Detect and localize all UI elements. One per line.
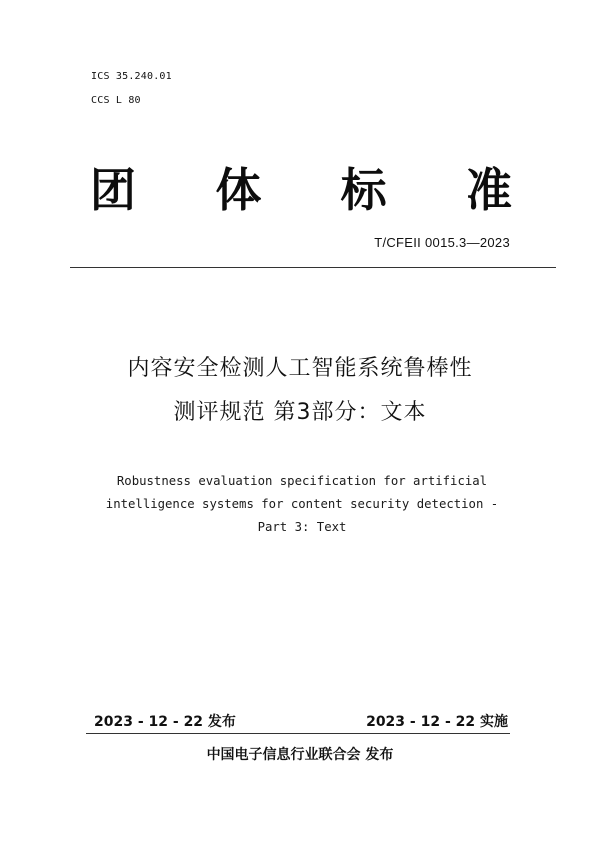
chinese-title-line-2: 测评规范 第3部分：文本: [173, 400, 427, 425]
standard-type-char-2: 体: [215, 163, 262, 217]
publisher: 中国电子信息行业联合会 发布: [206, 747, 394, 763]
standard-code: T/CFEII 0015.3—2023: [374, 235, 510, 250]
chinese-title-line-1: 内容安全检测人工智能系统鲁棒性: [127, 356, 473, 381]
top-divider: [70, 267, 556, 268]
standard-type-char-1: 团: [90, 163, 136, 217]
ccs-code: CCS L 80: [91, 95, 141, 106]
standard-type-heading: [90, 160, 512, 220]
standard-type-char-4: 准: [465, 163, 512, 217]
bottom-divider: [86, 733, 510, 734]
release-date: 2023 - 12 - 22 发布: [94, 714, 236, 730]
standard-type-char-3: 标: [340, 163, 387, 217]
ics-code: ICS 35.240.01: [91, 71, 172, 82]
implementation-date: 2023 - 12 - 22 实施: [366, 714, 508, 730]
english-title: Robustness evaluation specification for artificial intelligence systems for content security detection - Part 3: Text: [105, 474, 499, 534]
